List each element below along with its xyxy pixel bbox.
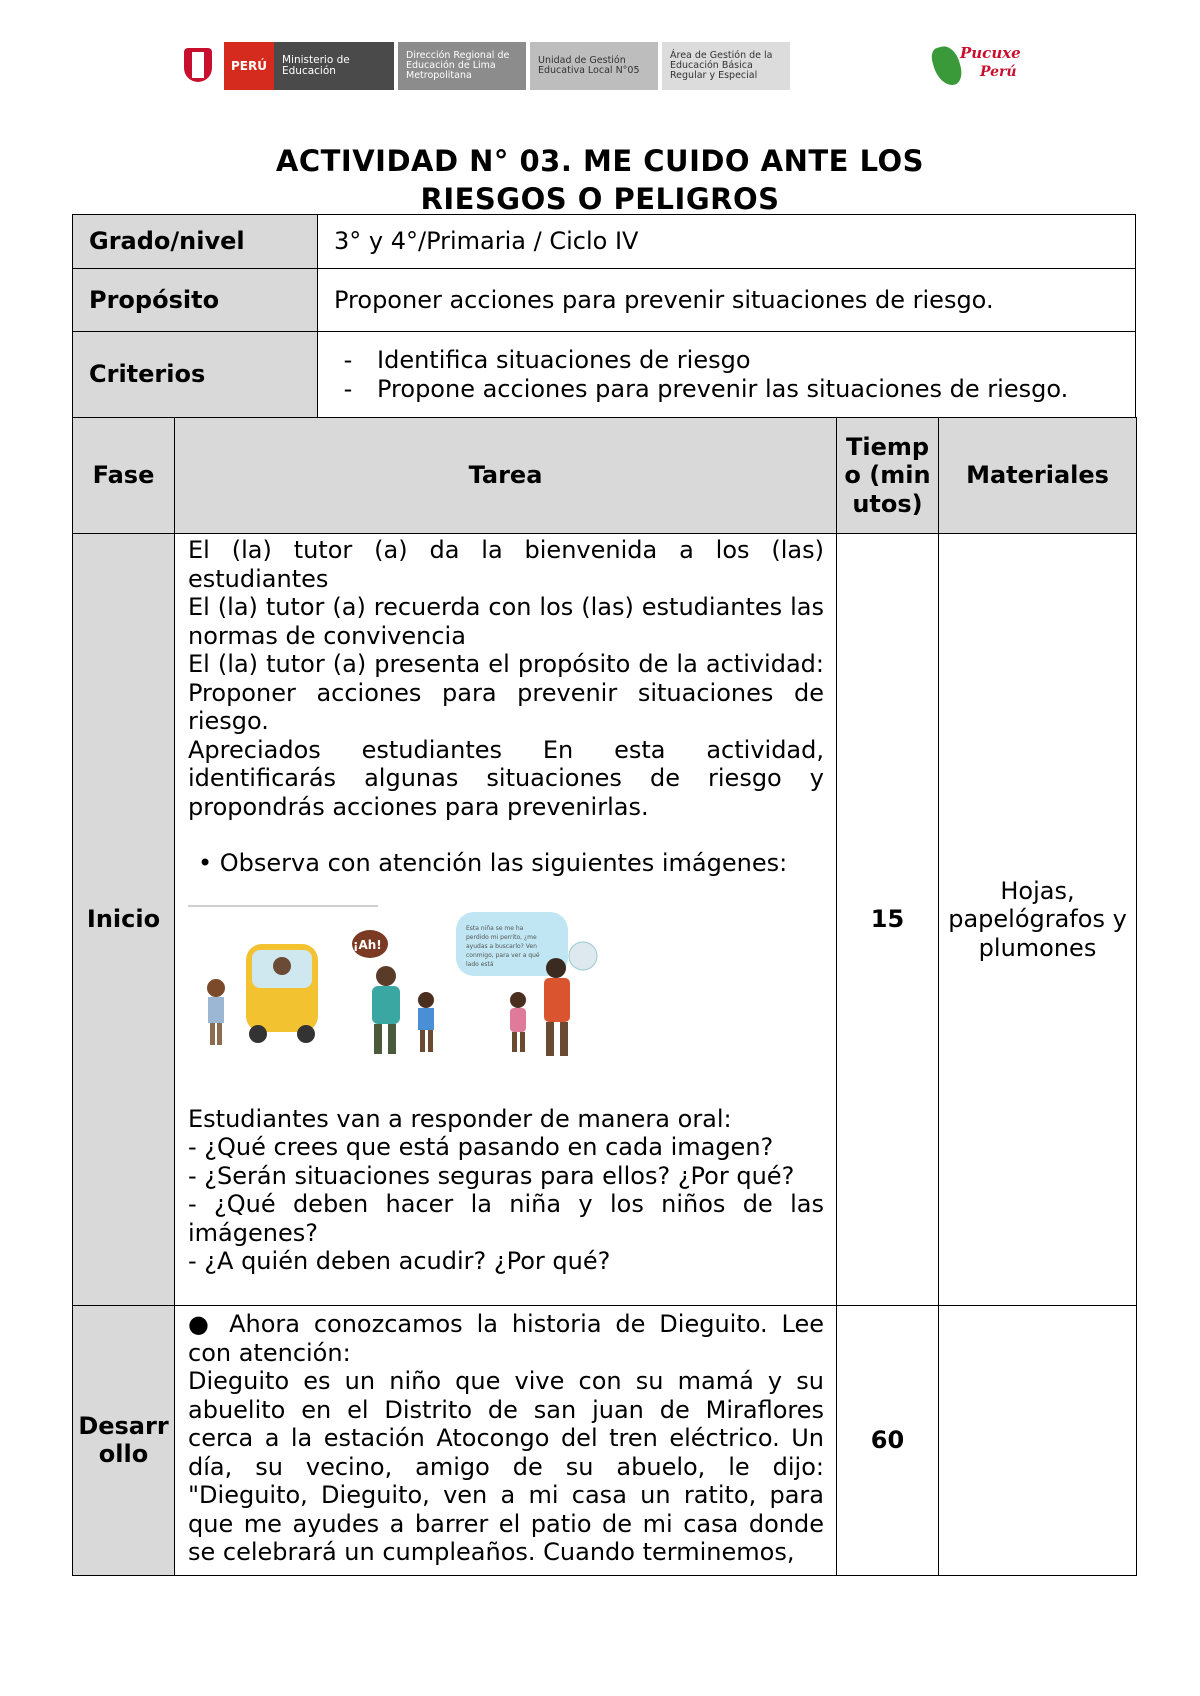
inicio-paragraph: El (la) tutor (a) recuerda con los (las) estudiantes las normas de convivencia bbox=[188, 593, 824, 650]
tarea-inicio bbox=[175, 534, 837, 1306]
question-item: - ¿Qué crees que está pasando en cada imagen? bbox=[188, 1133, 774, 1161]
grado-label: Grado/nivel bbox=[73, 215, 318, 269]
desarrollo-paragraph: Dieguito es un niño que vive con su mamá y su abuelito en el Distrito de san juan de Miraflores cerca a la estación Atocongo del tren eléctrico. Un día, su vecino, amigo de su abuelo, le dijo: "Dieguito, Dieguito, ven a mi casa un ratito, para que me ayudes a barrer el patio de mi casa donde se celebrará un cumpleaños. Cuando terminemos, bbox=[188, 1367, 824, 1566]
desarrollo-paragraph: ● Ahora conozcamos la historia de Dieguito. Lee con atención: bbox=[188, 1310, 824, 1367]
area-logo: Área de Gestión de la Educación Básica Regular y Especial bbox=[662, 42, 790, 90]
row-criterios bbox=[73, 332, 1136, 418]
question-item: - ¿Qué deben hacer la niña y los niños de las imágenes? bbox=[188, 1190, 824, 1247]
tiempo-inicio: 15 bbox=[837, 534, 939, 1306]
col-fase: Fase bbox=[73, 418, 175, 534]
speech-bubble-left: ¡Ah! bbox=[353, 937, 382, 952]
campaign-logo bbox=[930, 38, 1026, 94]
campaign-logo-top: Pucuxe bbox=[960, 44, 1021, 62]
inicio-row bbox=[73, 534, 1137, 1306]
col-tarea: Tarea bbox=[175, 418, 837, 534]
desarrollo-row bbox=[73, 1306, 1137, 1576]
grado-value: 3° y 4°/Primaria / Ciclo IV bbox=[318, 215, 1136, 269]
question-item: - ¿Serán situaciones seguras para ellos? ¿Por qué? bbox=[188, 1161, 795, 1190]
speech-bubble-right: Esta niña se me ha perdido mi perrito, ¿me ayudas a buscarlo? Ven conmigo, para ver a qué lado está bbox=[466, 924, 540, 968]
title-line-2: RIESGOS O PELIGROS bbox=[420, 182, 780, 216]
tiempo-desarrollo: 60 bbox=[837, 1306, 939, 1576]
criterios-label: Criterios bbox=[73, 332, 318, 418]
criterio-item: - Identifica situaciones de riesgo bbox=[343, 346, 751, 374]
fase-inicio: Inicio bbox=[73, 534, 175, 1306]
inicio-paragraph: El (la) tutor (a) presenta el propósito de la actividad: Proponer acciones para prevenir situaciones de riesgo. bbox=[188, 650, 824, 735]
col-materiales: Materiales bbox=[939, 418, 1137, 534]
criterios-value bbox=[318, 332, 1136, 418]
inicio-paragraph: Apreciados estudiantes En esta actividad, identificarás algunas situaciones de riesgo y propondrás acciones para prevenirlas. bbox=[188, 735, 824, 821]
coat-of-arms-icon bbox=[180, 42, 216, 88]
illustration-svg bbox=[188, 904, 608, 1079]
proposito-label: Propósito bbox=[73, 269, 318, 332]
materiales-inicio: Hojas, papelógrafos y plumones bbox=[939, 534, 1137, 1306]
campaign-logo-bottom: Perú bbox=[980, 64, 1017, 80]
inicio-paragraph: El (la) tutor (a) da la bienvenida a los (las) estudiantes bbox=[188, 536, 824, 593]
criterio-item: - Propone acciones para prevenir las situaciones de riesgo. bbox=[343, 374, 1069, 403]
risk-situations-illustration bbox=[188, 904, 608, 1079]
criterios-list bbox=[319, 338, 1134, 411]
phases-table bbox=[72, 417, 1137, 1576]
fase-desarrollo: Desarrollo bbox=[73, 1306, 175, 1576]
tarea-desarrollo bbox=[175, 1306, 837, 1576]
questions-block bbox=[188, 1105, 824, 1276]
row-grado bbox=[73, 215, 1136, 269]
dre-logo: Dirección Regional de Educación de Lima Metropolitana bbox=[398, 42, 526, 90]
questions-intro: Estudiantes van a responder de manera oral: bbox=[188, 1104, 732, 1133]
page-title bbox=[70, 142, 1130, 218]
question-item: - ¿A quién deben acudir? ¿Por qué? bbox=[188, 1247, 611, 1275]
col-tiempo: Tiempo (minutos) bbox=[837, 418, 939, 534]
columns-header-row bbox=[73, 418, 1137, 534]
ugel-logo: Unidad de Gestión Educativa Local N°05 bbox=[530, 42, 658, 90]
institutional-header bbox=[180, 42, 820, 90]
ministerio-logo: Ministerio de Educación bbox=[274, 42, 394, 90]
materiales-desarrollo bbox=[939, 1306, 1137, 1576]
observe-bullet: • Observa con atención las siguientes imágenes: bbox=[198, 849, 788, 877]
proposito-value: Proponer acciones para prevenir situaciones de riesgo. bbox=[318, 269, 1136, 332]
title-line-1: ACTIVIDAD N° 03. ME CUIDO ANTE LOS bbox=[275, 144, 925, 178]
peru-logo: PERÚ bbox=[224, 42, 274, 90]
activity-table bbox=[72, 214, 1136, 418]
row-proposito bbox=[73, 269, 1136, 332]
